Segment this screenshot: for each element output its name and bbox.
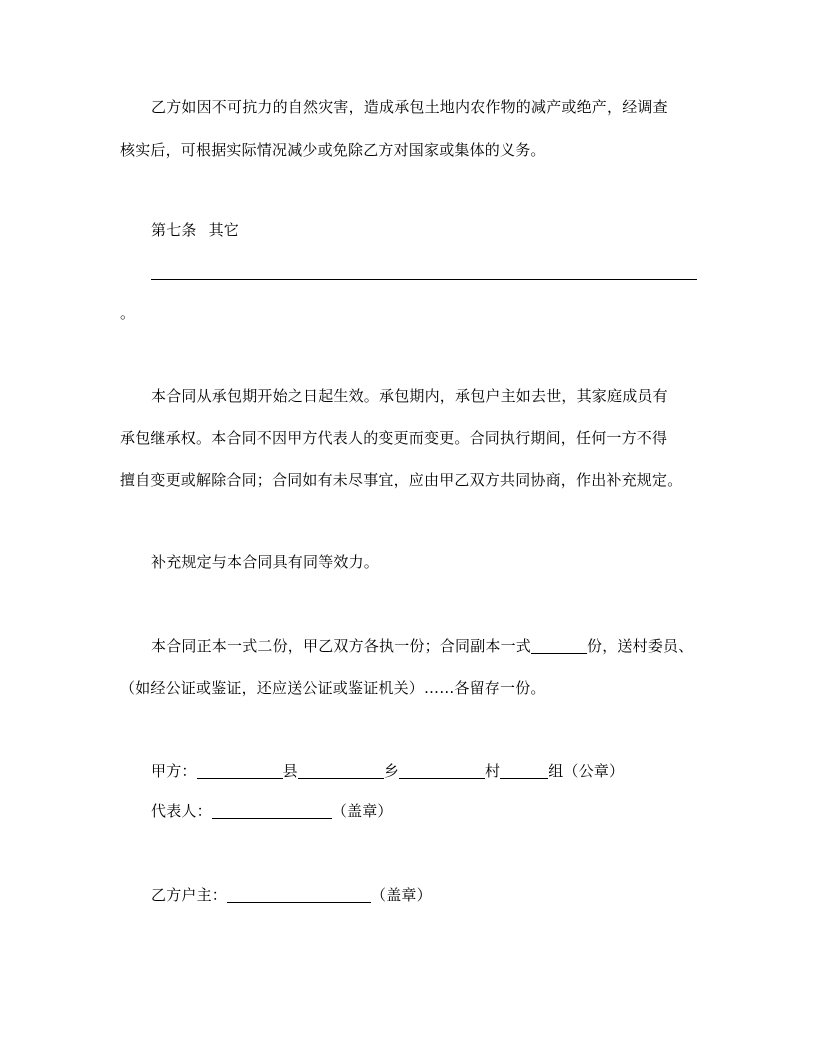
official-seal-note: （公章） [563, 762, 625, 780]
disaster-clause-line-1: 乙方如因不可抗力的自然灾害，造成承包土地内农作物的减产或绝产，经调查 [151, 98, 668, 116]
representative-label: 代表人： [151, 802, 212, 820]
article-7-heading [151, 220, 239, 240]
township-blank [298, 762, 384, 779]
disaster-clause-line-2: 核实后，可根据实际情况减少或免除乙方对国家或集体的义务。 [120, 141, 546, 159]
effect-clause-line-1: 本合同从承包期开始之日起生效。承包期内，承包户主如去世，其家庭成员有 [151, 387, 668, 405]
party-b-blank [227, 886, 371, 903]
copies-count-blank [531, 637, 587, 654]
party-b-label: 乙方户主： [151, 886, 228, 904]
copies-clause-line-2: （如经公证或鉴证，还应送公证或鉴证机关）……各留存一份。 [120, 679, 546, 697]
group-blank [500, 762, 548, 779]
copies-clause-line-1 [151, 636, 693, 656]
party-a-label: 甲方： [151, 762, 197, 780]
copies-text-after: 份，送村委员、 [587, 637, 694, 655]
party-b-line [151, 885, 432, 905]
article-7-title: 其它 [208, 221, 240, 239]
representative-blank [212, 802, 332, 819]
party-b-seal-note: （盖章） [371, 886, 432, 904]
township-label: 乡 [383, 762, 400, 780]
supplement-clause: 补充规定与本合同具有同等效力。 [151, 553, 380, 571]
copies-text-before: 本合同正本一式二份，甲乙双方各执一份；合同副本一式 [151, 637, 532, 655]
representative-seal-note: （盖章） [331, 802, 393, 820]
effect-clause-line-3: 擅自变更或解除合同；合同如有未尽事宜，应由甲乙双方共同协商，作出补充规定。 [120, 471, 683, 489]
effect-clause-line-2: 承包继承权。本合同不因甲方代表人的变更而变更。合同执行期间，任何一方不得 [120, 429, 668, 447]
party-a-line [151, 761, 624, 781]
article-7-end-mark: 。 [120, 304, 136, 322]
group-label: 组 [548, 762, 564, 780]
representative-line [151, 801, 393, 821]
county-label: 县 [282, 762, 298, 780]
county-blank [197, 762, 283, 779]
village-label: 村 [485, 762, 501, 780]
article-7-blank-line [151, 279, 697, 280]
article-7-number: 第七条 [151, 221, 197, 239]
village-blank [399, 762, 485, 779]
